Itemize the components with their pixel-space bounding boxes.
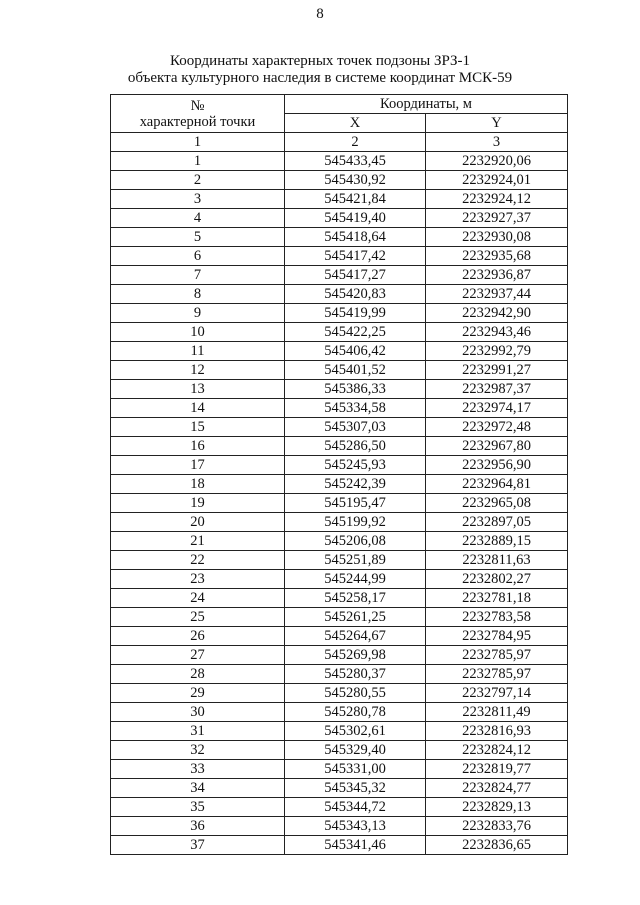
y-coordinate-cell: 2232974,17 [426,399,568,418]
point-number-cell: 7 [111,266,285,285]
y-coordinate-cell: 2232785,97 [426,646,568,665]
header-point-label: характерной точки [139,113,256,130]
point-number-cell: 21 [111,532,285,551]
point-number-cell: 24 [111,589,285,608]
table-row [111,532,568,551]
x-coordinate-cell: 545242,39 [285,475,426,494]
x-coordinate-cell: 545345,32 [285,779,426,798]
y-coordinate-cell: 2232783,58 [426,608,568,627]
y-coordinate-cell: 2232797,14 [426,684,568,703]
header-coordinates: Координаты, м [285,95,568,114]
y-coordinate-cell: 2232829,13 [426,798,568,817]
table-row [111,190,568,209]
header-x: X [285,114,426,133]
title-line-1: Координаты характерных точек подзоны ЗРЗ-1 [169,53,471,69]
x-coordinate-cell: 545244,99 [285,570,426,589]
y-coordinate-cell: 2232784,95 [426,627,568,646]
x-coordinate-cell: 545417,42 [285,247,426,266]
y-coordinate-cell: 2232927,37 [426,209,568,228]
page-number: 8 [316,6,324,22]
y-coordinate-cell: 2232964,81 [426,475,568,494]
table-row [111,304,568,323]
point-number-cell: 14 [111,399,285,418]
header-y: Y [426,114,568,133]
x-coordinate-cell: 545280,37 [285,665,426,684]
table-row [111,627,568,646]
y-coordinate-cell: 2232920,06 [426,152,568,171]
y-coordinate-cell: 2232833,76 [426,817,568,836]
table-row [111,741,568,760]
x-coordinate-cell: 545419,40 [285,209,426,228]
point-number-cell: 3 [111,190,285,209]
y-coordinate-cell: 2232992,79 [426,342,568,361]
x-coordinate-cell: 545251,89 [285,551,426,570]
x-coordinate-cell: 545430,92 [285,171,426,190]
table-row [111,494,568,513]
x-coordinate-cell: 545331,00 [285,760,426,779]
x-coordinate-cell: 545258,17 [285,589,426,608]
y-coordinate-cell: 2232785,97 [426,665,568,684]
table-row [111,760,568,779]
table-row [111,475,568,494]
point-number-cell: 35 [111,798,285,817]
point-number-cell: 22 [111,551,285,570]
y-coordinate-cell: 2232956,90 [426,456,568,475]
table-row [111,342,568,361]
y-coordinate-cell: 2232930,08 [426,228,568,247]
point-number-cell: 18 [111,475,285,494]
x-coordinate-cell: 545422,25 [285,323,426,342]
point-number-cell: 27 [111,646,285,665]
y-coordinate-cell: 2232802,27 [426,570,568,589]
y-coordinate-cell: 2232897,05 [426,513,568,532]
x-coordinate-cell: 545419,99 [285,304,426,323]
point-number-cell: 13 [111,380,285,399]
y-coordinate-cell: 2232943,46 [426,323,568,342]
x-coordinate-cell: 545245,93 [285,456,426,475]
x-coordinate-cell: 545433,45 [285,152,426,171]
y-coordinate-cell: 2232942,90 [426,304,568,323]
point-number-cell: 31 [111,722,285,741]
table-row [111,608,568,627]
point-number-cell: 6 [111,247,285,266]
point-number-cell: 16 [111,437,285,456]
table-row [111,798,568,817]
y-coordinate-cell: 2232811,49 [426,703,568,722]
table-row [111,703,568,722]
point-number-cell: 33 [111,760,285,779]
column-number-2: 2 [285,133,426,152]
table-row [111,817,568,836]
x-coordinate-cell: 545406,42 [285,342,426,361]
x-coordinate-cell: 545334,58 [285,399,426,418]
y-coordinate-cell: 2232937,44 [426,285,568,304]
x-coordinate-cell: 545386,33 [285,380,426,399]
table-row [111,513,568,532]
table-row [111,209,568,228]
y-coordinate-cell: 2232836,65 [426,836,568,855]
document-title [0,53,640,87]
table-row [111,228,568,247]
table-row [111,323,568,342]
point-number-cell: 1 [111,152,285,171]
column-number-1: 1 [111,133,285,152]
y-coordinate-cell: 2232889,15 [426,532,568,551]
table-row [111,437,568,456]
point-number-cell: 8 [111,285,285,304]
y-coordinate-cell: 2232972,48 [426,418,568,437]
table-row [111,589,568,608]
point-number-cell: 20 [111,513,285,532]
y-coordinate-cell: 2232811,63 [426,551,568,570]
x-coordinate-cell: 545421,84 [285,190,426,209]
y-coordinate-cell: 2232816,93 [426,722,568,741]
point-number-cell: 23 [111,570,285,589]
table-row [111,684,568,703]
x-coordinate-cell: 545264,67 [285,627,426,646]
point-number-cell: 30 [111,703,285,722]
y-coordinate-cell: 2232781,18 [426,589,568,608]
table-row [111,456,568,475]
y-coordinate-cell: 2232924,12 [426,190,568,209]
y-coordinate-cell: 2232824,77 [426,779,568,798]
point-number-cell: 29 [111,684,285,703]
x-coordinate-cell: 545343,13 [285,817,426,836]
table-row [111,646,568,665]
x-coordinate-cell: 545280,78 [285,703,426,722]
y-coordinate-cell: 2232987,37 [426,380,568,399]
table-row [111,399,568,418]
y-coordinate-cell: 2232965,08 [426,494,568,513]
x-coordinate-cell: 545344,72 [285,798,426,817]
x-coordinate-cell: 545341,46 [285,836,426,855]
y-coordinate-cell: 2232819,77 [426,760,568,779]
point-number-cell: 26 [111,627,285,646]
point-number-cell: 25 [111,608,285,627]
header-point-number [111,95,285,133]
table-row [111,171,568,190]
header-row-1 [111,95,568,114]
point-number-cell: 28 [111,665,285,684]
y-coordinate-cell: 2232935,68 [426,247,568,266]
table-row [111,570,568,589]
table-row [111,152,568,171]
header-point-symbol: № [190,97,205,114]
point-number-cell: 19 [111,494,285,513]
point-number-cell: 32 [111,741,285,760]
column-numbers-row [111,133,568,152]
table-row [111,665,568,684]
point-number-cell: 36 [111,817,285,836]
x-coordinate-cell: 545199,92 [285,513,426,532]
x-coordinate-cell: 545286,50 [285,437,426,456]
x-coordinate-cell: 545269,98 [285,646,426,665]
x-coordinate-cell: 545261,25 [285,608,426,627]
point-number-cell: 10 [111,323,285,342]
point-number-cell: 34 [111,779,285,798]
y-coordinate-cell: 2232924,01 [426,171,568,190]
x-coordinate-cell: 545195,47 [285,494,426,513]
x-coordinate-cell: 545418,64 [285,228,426,247]
point-number-cell: 15 [111,418,285,437]
y-coordinate-cell: 2232991,27 [426,361,568,380]
point-number-cell: 37 [111,836,285,855]
table-row [111,418,568,437]
coordinates-table [110,94,568,855]
y-coordinate-cell: 2232936,87 [426,266,568,285]
point-number-cell: 17 [111,456,285,475]
point-number-cell: 9 [111,304,285,323]
table-row [111,722,568,741]
table-row [111,285,568,304]
table-row [111,779,568,798]
table-row [111,551,568,570]
column-number-3: 3 [426,133,568,152]
x-coordinate-cell: 545420,83 [285,285,426,304]
x-coordinate-cell: 545307,03 [285,418,426,437]
x-coordinate-cell: 545206,08 [285,532,426,551]
y-coordinate-cell: 2232967,80 [426,437,568,456]
table-row [111,380,568,399]
x-coordinate-cell: 545329,40 [285,741,426,760]
table-row [111,361,568,380]
point-number-cell: 2 [111,171,285,190]
x-coordinate-cell: 545401,52 [285,361,426,380]
table-row [111,247,568,266]
point-number-cell: 5 [111,228,285,247]
point-number-cell: 12 [111,361,285,380]
table-row [111,836,568,855]
point-number-cell: 4 [111,209,285,228]
title-line-2: объекта культурного наследия в системе координат МСК-59 [127,70,513,86]
point-number-cell: 11 [111,342,285,361]
y-coordinate-cell: 2232824,12 [426,741,568,760]
x-coordinate-cell: 545302,61 [285,722,426,741]
coordinates-table-body [111,152,568,855]
x-coordinate-cell: 545417,27 [285,266,426,285]
x-coordinate-cell: 545280,55 [285,684,426,703]
table-row [111,266,568,285]
